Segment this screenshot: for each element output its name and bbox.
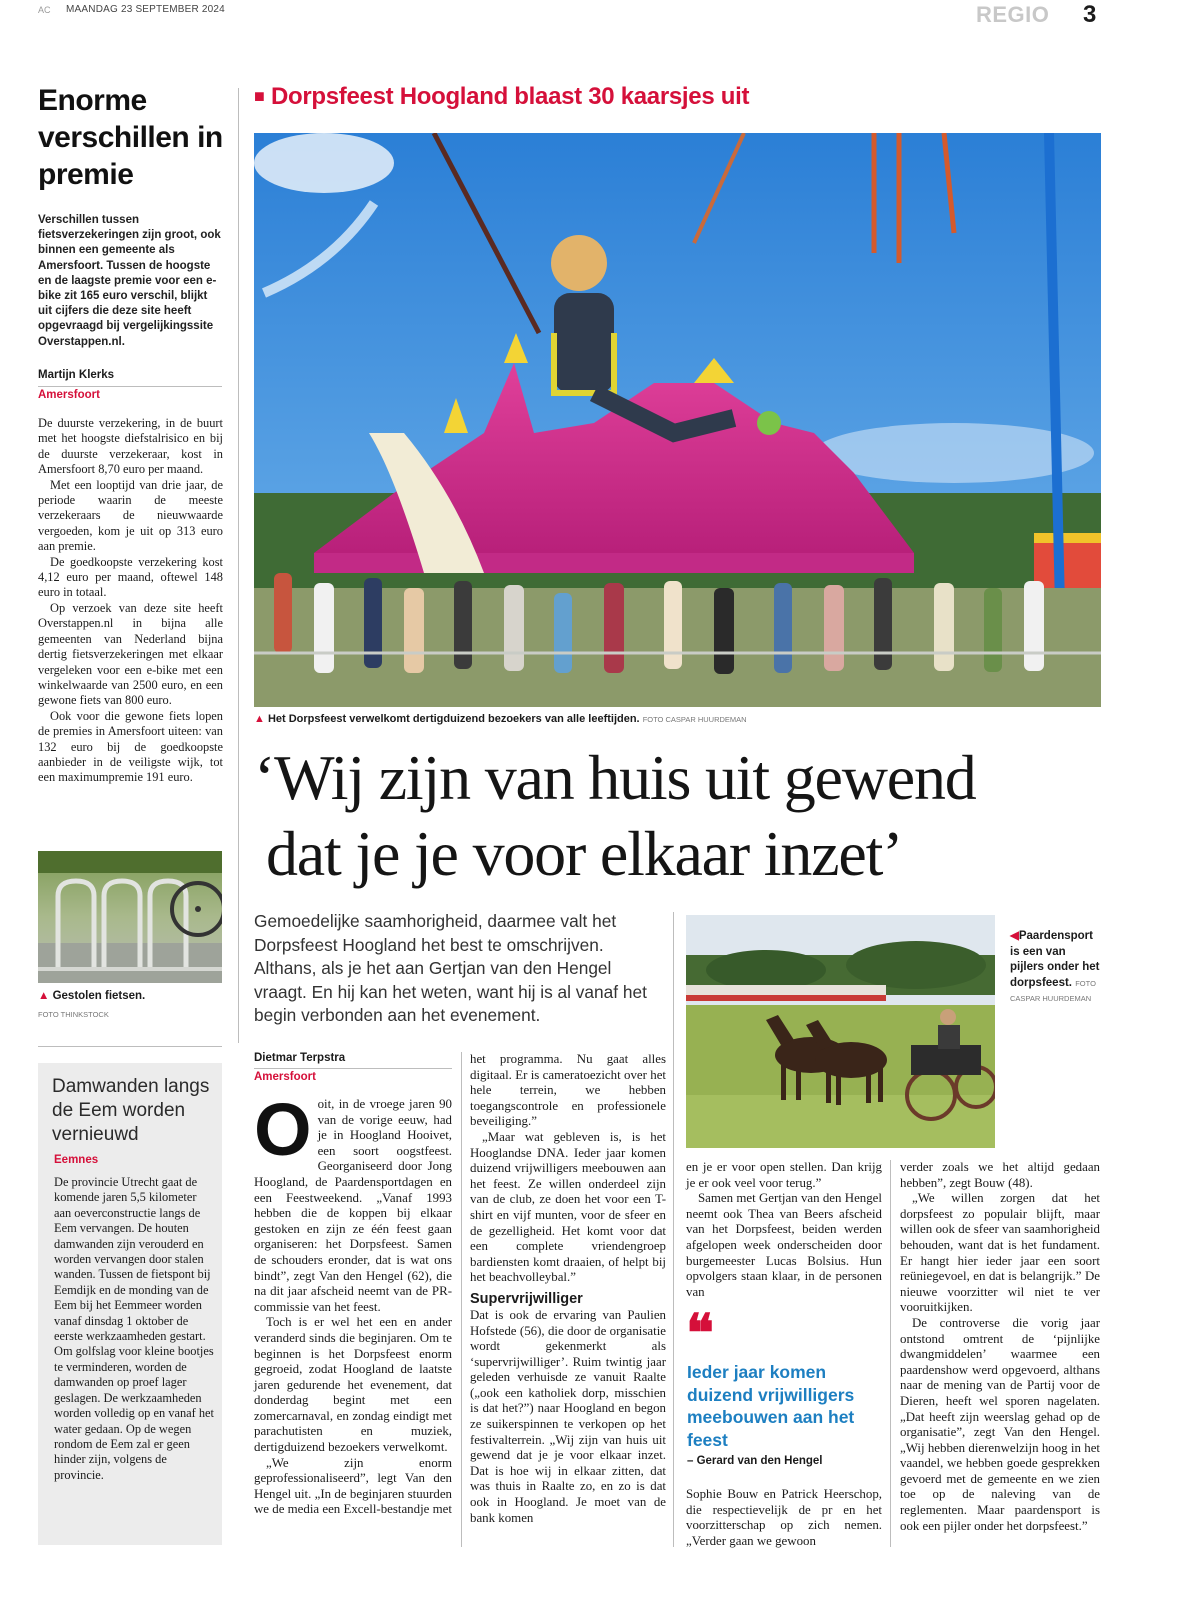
- header-section: REGIO: [976, 2, 1050, 27]
- lead-paragraph: [254, 1088, 452, 1315]
- side-paragraph: De goedkoopste verzekering kost 4,12 euro per maand, oftewel 148 euro in totaal.: [38, 554, 223, 600]
- header-pub: AC: [38, 5, 51, 15]
- side-paragraph: Met een looptijd van drie jaar, de periode waarin de meeste verzekeraars de nieuwwaarde vergoeden, kom je uit op 313 euro aan premie.: [38, 477, 223, 554]
- main-col-3: [686, 1160, 882, 1300]
- main-photo-caption: [254, 713, 747, 725]
- column-divider: [461, 1052, 462, 1547]
- paragraph: Sophie Bouw en Patrick Heerschop, die respectievelijk de pr en het voorzitterschap op zich nemen. „Verder gaan we gewoon: [686, 1487, 882, 1548]
- bike-caption: [38, 990, 145, 1002]
- main-location: Amersfoort: [254, 1071, 316, 1083]
- kicker-arrow-icon: ■: [254, 86, 265, 106]
- side-author: Martijn Klerks: [38, 369, 115, 381]
- main-headline-line2: dat je je voor elkaar inzet’: [266, 818, 903, 889]
- caption-arrow-icon: ▲: [254, 713, 265, 725]
- side-intro: Verschillen tussen fietsverzekeringen zijn groot, ook binnen een gemeente als Amersfoort. Tussen de hoogste en de laagste premie voor een e-bike zit 165 euro verschil, blijkt uit cijfers die deze site heeft opgevraagd bij vergelijkingssite Overstappen.nl.: [38, 214, 221, 348]
- side-body: [38, 416, 223, 786]
- author-rule: [254, 1068, 452, 1069]
- paragraph: Toch is er wel het een en ander veranderd sinds die beginjaren. Om te beginnen is het Dorpsfeest enorm gegroeid, zodat Hoogland de laatste jaren gedurende het evenement, dat donderdag begint met een zomercarnaval, en zondag eindigt met parachutisten en muziek, dertigduizend bezoekers verwelkomt.: [254, 1315, 452, 1455]
- paragraph: „Maar wat gebleven is, is het Hooglandse DNA. Ieder jaar komen duizend vrijwilligers meebouwen aan het feest. Ze willen onderdeel zijn van de club, ze doen het voor een T-shirt en vijf munten, voor de sfeer en de gezelligheid. Het komt voor dat een complete vriendengroep bardiensten komt draaien, of helpt bij het beachvolleybal.”: [470, 1129, 666, 1285]
- paragraph: „We zijn enorm geprofessionaliseerd”, legt Van den Hengel uit. „In de beginjaren stuurden we de media een Excell-bestandje met: [254, 1455, 452, 1517]
- section-rule: [38, 1046, 222, 1047]
- side-headline: Enorme verschillen in premie: [38, 84, 223, 191]
- caption-arrow-icon: ◀: [1010, 930, 1019, 942]
- side-paragraph: Ook voor die gewone fiets lopen de premies in Amersfoort uiteen: van 132 euro bij de goedkoopste aanbieder in de veiligste wijk, tot een maximumpremie 191 euro.: [38, 708, 223, 785]
- news-box: [38, 1063, 222, 1545]
- horse-carriage-photo: [686, 915, 995, 1148]
- header-date: MAANDAG 23 SEPTEMBER 2024: [66, 4, 225, 15]
- main-kicker: [254, 83, 749, 111]
- dropcap: O: [254, 1088, 312, 1171]
- main-author: Dietmar Terpstra: [254, 1052, 346, 1064]
- main-caption-text: Het Dorpsfeest verwelkomt dertigduizend bezoekers van alle leeftijden.: [267, 713, 640, 725]
- pull-quote-attribution: – Gerard van den Hengel: [687, 1455, 823, 1467]
- paragraph: en je er voor open stellen. Dan krijg je er ook veel voor terug.”: [686, 1160, 882, 1190]
- paragraph: De controverse die vorig jaar ontstond omtrent de ‘pijnlijke dwangmiddelen’ waarmee een paardenshow werd opgevoerd, althans naar de mening van de Partij voor de Dieren, heeft wel sporen nagelaten. „Dat heeft zijn weerslag gehad op de organisatie”, zegt Van den Hengel. „Wij hebben dierenwelzijn hoog in het vaandel, we hebben goede gesprekken gevoerd met de gemeente en we zien toe op de naleving van de reglementen. Maar paardensport is ook een pijler onder het dorpsfeest.”: [900, 1315, 1100, 1533]
- horse-caption-text: Paardensport is een van pijlers onder het dorpsfeest.: [1010, 930, 1100, 989]
- lead-text: oit, in de vroege jaren 90 van de vorige eeuw, had je in Hoogland Hooivet, een soort oogstfeest. Georganiseerd door Jong Hoogland, de Paardensportdagen en een Feestweekend. „Vanaf 1993 hebben die de koppen bij elkaar gestoken en zijn ze één feest gaan organiseren: het Dorpsfeest. Samen de schouders eronder, dat is wat ons bindt”, zegt Van den Hengel (62), die na dit jaar afscheid neemt van de PR-commissie van het feest.: [254, 1097, 452, 1314]
- side-paragraph: Op verzoek van deze site heeft Overstappen.nl in bijna alle gemeenten van Nederland bijna dertig fietsverzekeringen met elkaar vergeleken voor een e-bike met een winkelwaarde van 2500 euro, en een gewone fiets van 800 euro.: [38, 600, 223, 708]
- column-divider: [673, 912, 674, 1547]
- author-rule: [38, 386, 222, 387]
- fairground-photo: [254, 133, 1101, 707]
- box-location: Eemnes: [54, 1154, 99, 1166]
- quote-mark-icon: ❝: [686, 1305, 714, 1363]
- page-number: 3: [1083, 1, 1097, 28]
- subhead: Supervrijwilliger: [470, 1290, 583, 1307]
- column-divider: [238, 88, 239, 1043]
- side-location: Amersfoort: [38, 389, 100, 401]
- horse-caption: [1010, 929, 1102, 1007]
- horse-credit: FOTO CASPAR HUURDEMAN: [1010, 978, 1096, 1003]
- box-text: De provincie Utrecht gaat de komende jaren 5,5 kilometer aan oeverconstructie langs de Eem vervangen. De houten damwanden zijn verouderd en worden vervangen door stalen wanden. Tussen de fietspont bij Eemdijk en de monding van de Eem bij het Eemmeer worden vanaf dinsdag 1 oktober de eerste werkzaamheden gestart. Om golfslag voor kleine bootjes te verminderen, worden de damwanden op proef lager geslagen. De werkzaamheden worden volledig op en vanaf het water gedaan. Op de wegen rondom de Eem zal er geen hinder zijn, volgens de provincie.: [54, 1175, 214, 1482]
- paragraph: het programma. Nu gaat alles digitaal. Er is cameratoezicht over het hele terrein, we hebben toegangscontrole en professionele beveiliging.”: [470, 1052, 666, 1129]
- column-divider: [890, 1160, 891, 1547]
- pull-quote: Ieder jaar komen duizend vrijwilligers meebouwen aan het feest: [687, 1362, 855, 1450]
- main-col-1: [254, 1088, 452, 1518]
- bike-rack-photo: [38, 851, 222, 983]
- paragraph: „We willen zorgen dat het dorpsfeest zo populair blijft, maar willen ook de sfeer van saamhorigheid behouden, want dat is het fundament. Er hangt hier ieder jaar een soort reüniegevoel, en dat is belangrijk.” De nieuwe voorzitter wil niet te ver vooruitkijken.: [900, 1191, 1100, 1315]
- paragraph: verder zoals we het altijd gedaan hebben”, zegt Bouw (48).: [900, 1160, 1100, 1190]
- bike-credit: FOTO THINKSTOCK: [38, 1010, 109, 1019]
- main-intro: Gemoedelijke saamhorigheid, daarmee valt het Dorpsfeest Hoogland het best te omschrijven. Althans, als je het aan Gertjan van den Hengel vraagt. En hij kan het weten, want hij is al vanaf het begin verbonden aan het evenement.: [254, 911, 647, 1025]
- box-headline: Damwanden langs de Eem worden vernieuwd: [52, 1076, 210, 1145]
- paragraph: Dat is ook de ervaring van Paulien Hofstede (56), die door de organisatie wordt gekenmerkt als ‘supervrijwilliger’. Ruim twintig jaar geleden verhuisde ze vanuit Raalte („ook een katholiek dorp, misschien is dat het?”) naar Hoogland en begon ze suikerspinnen te verkopen op het festivalterrein. „Wij zijn van huis uit gewend dat je je voor elkaar inzet. Dat is hoe wij in elkaar zitten, dat was thuis in Raalte zo, en zo is dat ook in Hoogland. Je moet van de bank komen: [470, 1307, 666, 1525]
- main-col-4: [900, 1160, 1100, 1534]
- main-col-2: [470, 1052, 666, 1526]
- side-paragraph: De duurste verzekering, in de buurt met het hoogste diefstalrisico en bij de duurste verzekeraar, kost in Amersfoort 8,70 euro per maand.: [38, 416, 223, 477]
- bike-caption-text: Gestolen fietsen.: [52, 990, 146, 1002]
- main-col-3-cont: [686, 1487, 882, 1549]
- main-headline-line1: ‘Wij zijn van huis uit gewend: [254, 742, 976, 813]
- paragraph: Samen met Gertjan van den Hengel neemt ook Thea van Beers afscheid van het Dorpsfeest, beiden werden afgelopen week onderscheiden door burgemeester Lucas Bolsius. Hun opvolgers staan klaar, in de personen van: [686, 1191, 882, 1299]
- kicker-text: Dorpsfeest Hoogland blaast 30 kaarsjes uit: [270, 83, 750, 110]
- main-photo-credit: FOTO CASPAR HUURDEMAN: [642, 715, 747, 724]
- caption-arrow-icon: ▲: [38, 990, 50, 1002]
